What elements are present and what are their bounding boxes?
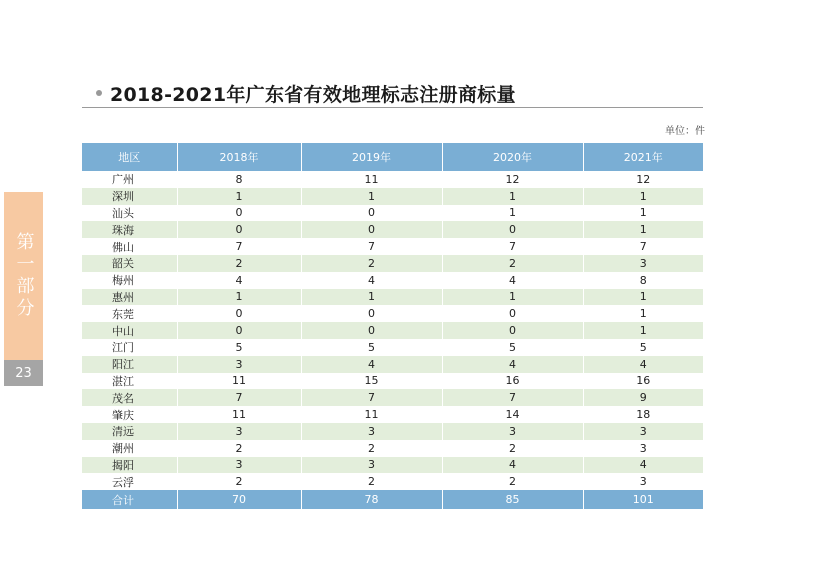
value-cell: 7 bbox=[442, 238, 583, 255]
header-2021: 2021年 bbox=[583, 143, 703, 171]
value-cell: 1 bbox=[442, 205, 583, 222]
section-tab bbox=[4, 192, 43, 360]
table-row bbox=[82, 171, 703, 188]
title-divider bbox=[82, 107, 703, 108]
value-cell: 0 bbox=[301, 221, 442, 238]
unit-label: 单位：件 bbox=[665, 126, 705, 137]
section-tab-label: 第一部分 bbox=[13, 232, 35, 320]
region-cell: 汕头 bbox=[82, 205, 177, 222]
value-cell: 0 bbox=[177, 322, 301, 339]
table-row bbox=[82, 188, 703, 205]
value-cell: 1 bbox=[442, 188, 583, 205]
value-cell: 11 bbox=[177, 406, 301, 423]
table-row bbox=[82, 238, 703, 255]
value-cell: 1 bbox=[583, 305, 703, 322]
value-cell: 5 bbox=[301, 339, 442, 356]
value-cell: 16 bbox=[583, 373, 703, 390]
table-row bbox=[82, 289, 703, 306]
value-cell: 1 bbox=[583, 221, 703, 238]
region-cell: 佛山 bbox=[82, 238, 177, 255]
page-number: 23 bbox=[4, 360, 43, 386]
header-2019: 2019年 bbox=[301, 143, 442, 171]
value-cell: 0 bbox=[442, 322, 583, 339]
region-cell: 肇庆 bbox=[82, 406, 177, 423]
value-cell: 2 bbox=[177, 440, 301, 457]
value-cell: 4 bbox=[442, 272, 583, 289]
table-row bbox=[82, 406, 703, 423]
value-cell: 3 bbox=[301, 423, 442, 440]
value-cell: 3 bbox=[177, 356, 301, 373]
header-region: 地区 bbox=[82, 143, 177, 171]
value-cell: 4 bbox=[301, 272, 442, 289]
region-cell: 广州 bbox=[82, 171, 177, 188]
table-row bbox=[82, 356, 703, 373]
value-cell: 2 bbox=[301, 255, 442, 272]
value-cell: 1 bbox=[583, 205, 703, 222]
region-cell: 珠海 bbox=[82, 221, 177, 238]
value-cell: 3 bbox=[583, 255, 703, 272]
table-header-row bbox=[82, 143, 703, 171]
region-cell: 湛江 bbox=[82, 373, 177, 390]
value-cell: 7 bbox=[177, 389, 301, 406]
region-cell: 清远 bbox=[82, 423, 177, 440]
value-cell: 11 bbox=[301, 171, 442, 188]
value-cell: 4 bbox=[301, 356, 442, 373]
table-row bbox=[82, 423, 703, 440]
value-cell: 3 bbox=[442, 423, 583, 440]
region-cell: 韶关 bbox=[82, 255, 177, 272]
value-cell: 2 bbox=[177, 473, 301, 490]
total-value: 78 bbox=[301, 490, 442, 509]
table-row bbox=[82, 322, 703, 339]
region-cell: 揭阳 bbox=[82, 457, 177, 474]
table-row bbox=[82, 339, 703, 356]
value-cell: 8 bbox=[177, 171, 301, 188]
total-row bbox=[82, 490, 703, 509]
region-cell: 潮州 bbox=[82, 440, 177, 457]
value-cell: 1 bbox=[583, 322, 703, 339]
value-cell: 1 bbox=[442, 289, 583, 306]
value-cell: 2 bbox=[442, 473, 583, 490]
region-cell: 中山 bbox=[82, 322, 177, 339]
region-cell: 梅州 bbox=[82, 272, 177, 289]
title-text: 2018-2021年广东省有效地理标志注册商标量 bbox=[110, 83, 516, 106]
table-row bbox=[82, 305, 703, 322]
table-row bbox=[82, 255, 703, 272]
value-cell: 2 bbox=[442, 440, 583, 457]
value-cell: 1 bbox=[301, 188, 442, 205]
value-cell: 0 bbox=[177, 221, 301, 238]
value-cell: 1 bbox=[177, 188, 301, 205]
value-cell: 1 bbox=[177, 289, 301, 306]
value-cell: 4 bbox=[442, 356, 583, 373]
value-cell: 3 bbox=[583, 473, 703, 490]
value-cell: 7 bbox=[301, 389, 442, 406]
value-cell: 12 bbox=[442, 171, 583, 188]
value-cell: 0 bbox=[301, 322, 442, 339]
total-label: 合计 bbox=[82, 490, 177, 509]
value-cell: 3 bbox=[583, 440, 703, 457]
data-table bbox=[82, 143, 703, 509]
value-cell: 4 bbox=[442, 457, 583, 474]
value-cell: 11 bbox=[301, 406, 442, 423]
region-cell: 惠州 bbox=[82, 289, 177, 306]
value-cell: 18 bbox=[583, 406, 703, 423]
value-cell: 1 bbox=[301, 289, 442, 306]
value-cell: 1 bbox=[583, 188, 703, 205]
value-cell: 0 bbox=[177, 205, 301, 222]
value-cell: 7 bbox=[177, 238, 301, 255]
value-cell: 4 bbox=[583, 356, 703, 373]
table-row bbox=[82, 473, 703, 490]
value-cell: 3 bbox=[177, 457, 301, 474]
header-2020: 2020年 bbox=[442, 143, 583, 171]
region-cell: 云浮 bbox=[82, 473, 177, 490]
value-cell: 0 bbox=[301, 305, 442, 322]
value-cell: 5 bbox=[177, 339, 301, 356]
value-cell: 3 bbox=[177, 423, 301, 440]
region-cell: 茂名 bbox=[82, 389, 177, 406]
table-row bbox=[82, 221, 703, 238]
value-cell: 5 bbox=[583, 339, 703, 356]
page-title bbox=[96, 80, 702, 106]
region-cell: 深圳 bbox=[82, 188, 177, 205]
value-cell: 0 bbox=[442, 305, 583, 322]
value-cell: 4 bbox=[177, 272, 301, 289]
table-row bbox=[82, 440, 703, 457]
region-cell: 江门 bbox=[82, 339, 177, 356]
value-cell: 2 bbox=[442, 255, 583, 272]
table-row bbox=[82, 389, 703, 406]
value-cell: 2 bbox=[177, 255, 301, 272]
value-cell: 8 bbox=[583, 272, 703, 289]
header-2018: 2018年 bbox=[177, 143, 301, 171]
table-row bbox=[82, 272, 703, 289]
value-cell: 3 bbox=[301, 457, 442, 474]
value-cell: 0 bbox=[301, 205, 442, 222]
total-value: 85 bbox=[442, 490, 583, 509]
value-cell: 11 bbox=[177, 373, 301, 390]
value-cell: 0 bbox=[442, 221, 583, 238]
title-block bbox=[96, 80, 702, 106]
value-cell: 16 bbox=[442, 373, 583, 390]
value-cell: 1 bbox=[583, 289, 703, 306]
value-cell: 7 bbox=[301, 238, 442, 255]
total-value: 70 bbox=[177, 490, 301, 509]
value-cell: 7 bbox=[583, 238, 703, 255]
value-cell: 3 bbox=[583, 423, 703, 440]
bullet-icon bbox=[96, 90, 102, 96]
value-cell: 7 bbox=[442, 389, 583, 406]
value-cell: 15 bbox=[301, 373, 442, 390]
table-row bbox=[82, 205, 703, 222]
total-value: 101 bbox=[583, 490, 703, 509]
value-cell: 14 bbox=[442, 406, 583, 423]
value-cell: 5 bbox=[442, 339, 583, 356]
table-row bbox=[82, 457, 703, 474]
table-row bbox=[82, 373, 703, 390]
value-cell: 4 bbox=[583, 457, 703, 474]
region-cell: 阳江 bbox=[82, 356, 177, 373]
value-cell: 12 bbox=[583, 171, 703, 188]
value-cell: 2 bbox=[301, 440, 442, 457]
value-cell: 2 bbox=[301, 473, 442, 490]
region-cell: 东莞 bbox=[82, 305, 177, 322]
value-cell: 0 bbox=[177, 305, 301, 322]
value-cell: 9 bbox=[583, 389, 703, 406]
